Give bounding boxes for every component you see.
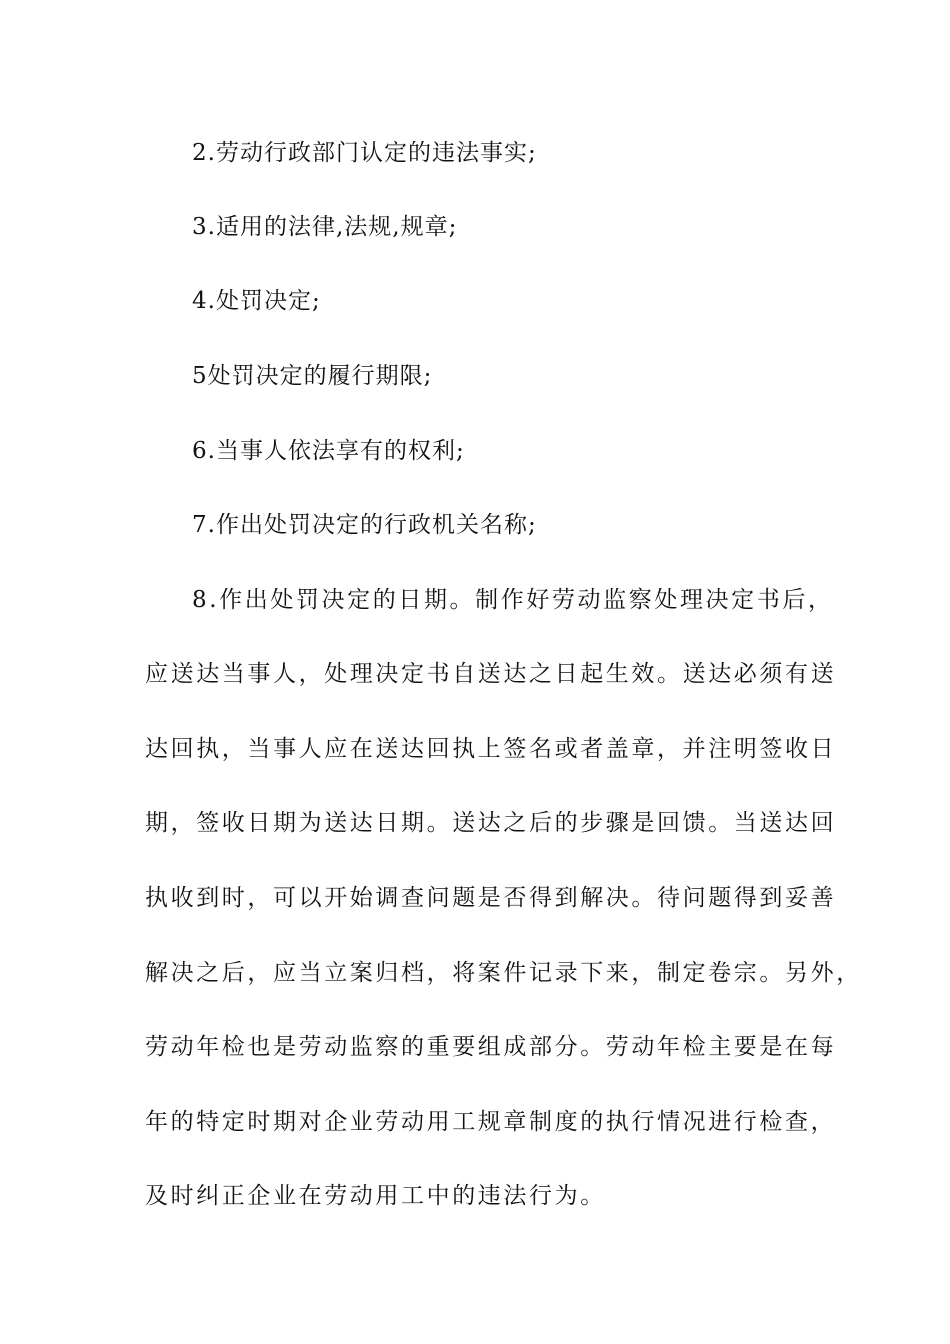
paragraph-line-9: 及时纠正企业在劳动用工中的违法行为。 [145,1183,606,1209]
paragraph-line-4: 期，签收日期为送达日期。送达之后的步骤是回馈。当送达回 [145,810,837,836]
paragraph-line-6: 解决之后，应当立案归档，将案件记录下来，制定卷宗。另外， [145,960,862,986]
paragraph-line-1: 8.作出处罚决定的日期。制作好劳动监察处理决定书后， [192,587,834,613]
paragraph-line-3: 达回执，当事人应在送达回执上签名或者盖章，并注明签收日 [145,736,837,762]
paragraph-line-8: 年的特定时期对企业劳动用工规章制度的执行情况进行检查， [145,1109,837,1135]
list-item-party-rights: 6.当事人依法享有的权利; [192,438,465,464]
list-item-penalty-decision: 4.处罚决定; [192,288,321,314]
paragraph-line-5: 执收到时，可以开始调查问题是否得到解决。待问题得到妥善 [145,885,837,911]
list-item-violation-facts: 2.劳动行政部门认定的违法事实; [192,140,537,166]
paragraph-line-2: 应送达当事人，处理决定书自送达之日起生效。送达必须有送 [145,661,837,687]
paragraph-line-7: 劳动年检也是劳动监察的重要组成部分。劳动年检主要是在每 [145,1034,837,1060]
list-item-applicable-laws: 3.适用的法律,法规,规章; [192,214,458,240]
list-item-performance-period: 5处罚决定的履行期限; [192,363,433,389]
list-item-authority-name: 7.作出处罚决定的行政机关名称; [192,512,537,538]
